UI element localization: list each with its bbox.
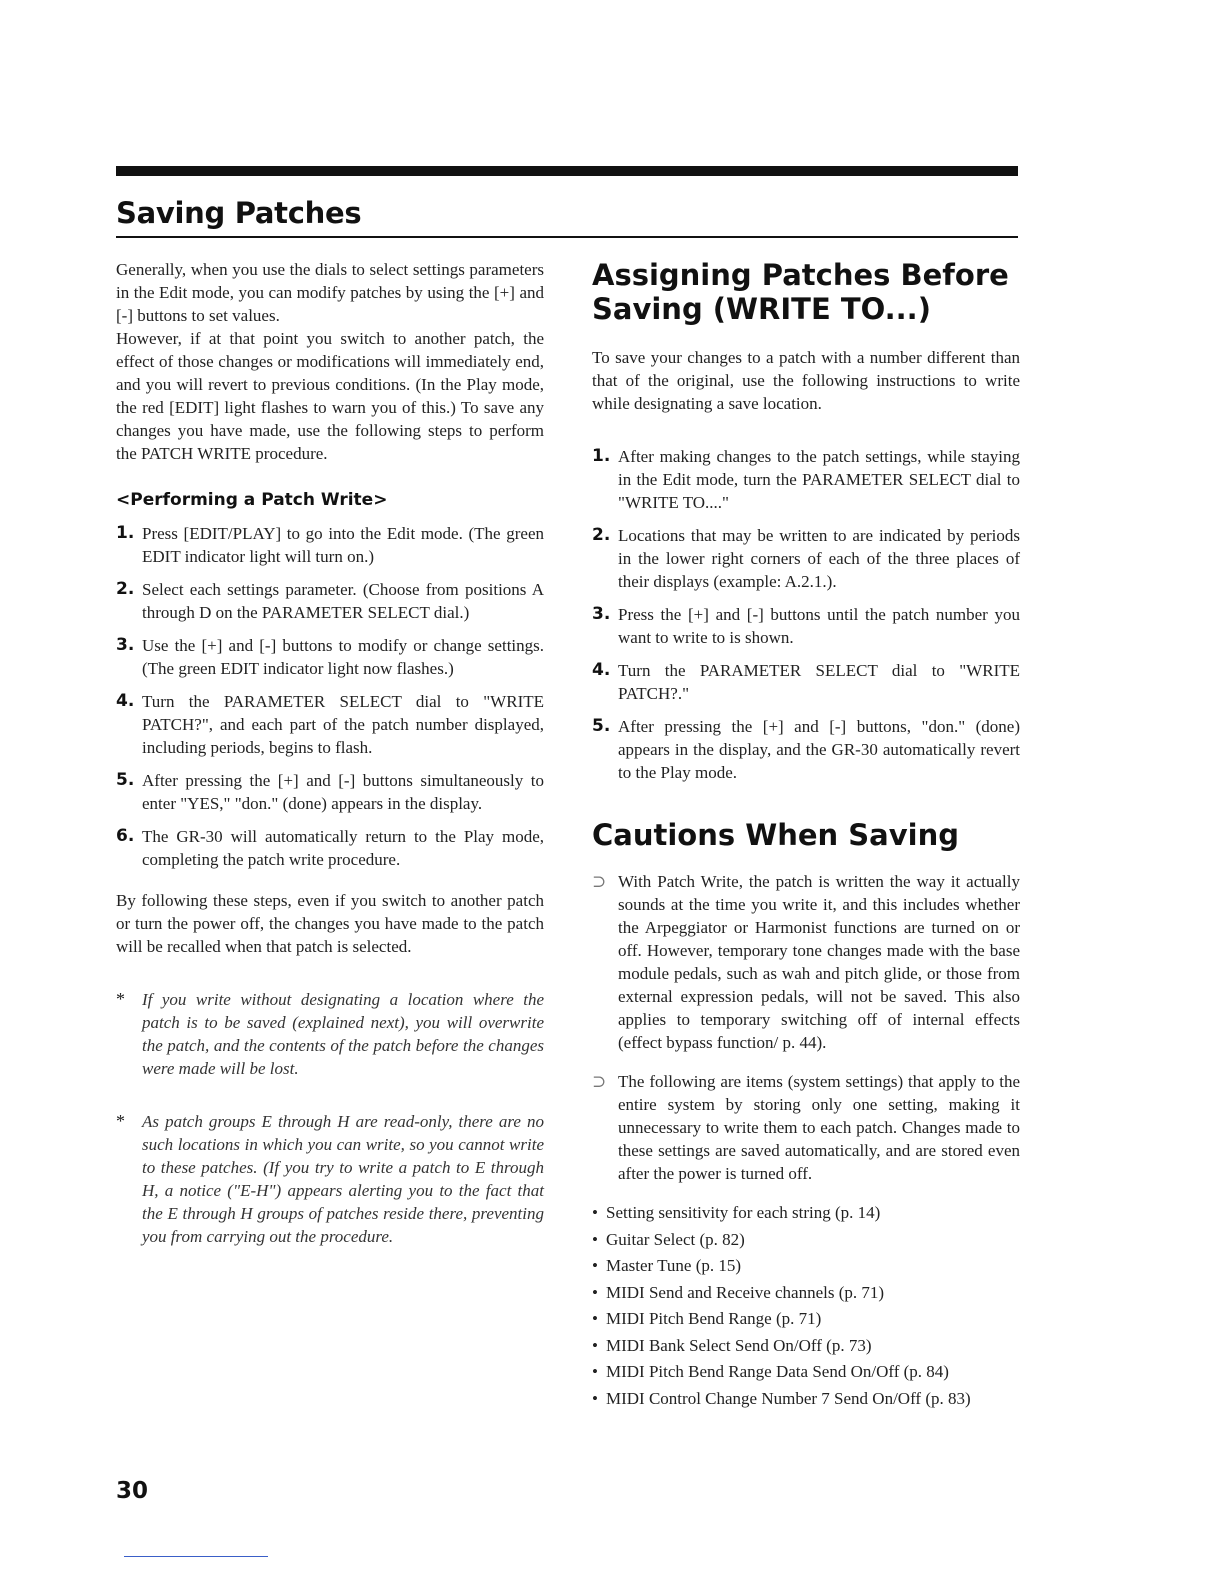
step-text: Press the [+] and [-] buttons until the patch number you want to write to is shown. [618, 605, 1020, 647]
step-item [592, 659, 1020, 705]
note-text: As patch groups E through H are read-only, there are no such locations in which you can write, so you cannot write to these patches. (If you try to write a patch to E through H, a notice ("E-H") appears alerting you to the fact that the E through H groups of patches reside there, preventing you from carrying out the procedure. [142, 1112, 544, 1246]
write-to-intro: To save your changes to a patch with a number different than that of the original, use the following instructions to write while designating a save location. [592, 348, 1020, 413]
step-number: 1. [116, 523, 135, 543]
bottom-footnote-rule [124, 1556, 268, 1557]
caution-item [592, 1070, 1020, 1185]
step-text: Use the [+] and [-] buttons to modify or change settings. (The green EDIT indicator light now flashes.) [142, 636, 544, 678]
step-item [592, 603, 1020, 649]
step-text: The GR-30 will automatically return to the Play mode, completing the patch write procedure. [142, 827, 544, 869]
top-heavy-rule [116, 166, 1018, 176]
title-underline [116, 236, 1018, 238]
assigning-patches-heading: Assigning Patches Before Saving (WRITE TO...) [592, 258, 1009, 326]
caution-bullet-icon: ⊃ [592, 1072, 607, 1091]
step-text: Turn the PARAMETER SELECT dial to "WRITE PATCH?." [618, 661, 1020, 703]
list-item: • MIDI Send and Receive channels (p. 71) [592, 1281, 1020, 1306]
step-text: Locations that may be written to are indicated by periods in the lower right corners of each of the three places of their displays (example: A.2.1.). [618, 526, 1020, 591]
list-item: • Master Tune (p. 15) [592, 1254, 1020, 1279]
caution-bullet-icon: ⊃ [592, 872, 607, 891]
step-text: After pressing the [+] and [-] buttons simultaneously to enter "YES," "don." (done) appears in the display. [142, 771, 544, 813]
step-number: 5. [116, 770, 135, 790]
step-text: Select each settings parameter. (Choose from positions A through D on the PARAMETER SELECT dial.) [142, 580, 544, 622]
step-item [116, 522, 544, 568]
step-item [116, 825, 544, 871]
after-steps-paragraph: By following these steps, even if you switch to another patch or turn the power off, the changes you have made to the patch will be recalled when that patch is selected. [116, 891, 544, 956]
right-column [592, 258, 1020, 1413]
step-item [116, 769, 544, 815]
system-settings-list [592, 1201, 1020, 1411]
step-number: 6. [116, 826, 135, 846]
step-number: 3. [116, 635, 135, 655]
list-item: • MIDI Control Change Number 7 Send On/Off (p. 83) [592, 1387, 1020, 1412]
step-number: 2. [116, 579, 135, 599]
asterisk-icon: * [116, 1111, 125, 1131]
list-item: • MIDI Pitch Bend Range (p. 71) [592, 1307, 1020, 1332]
caution-item [592, 870, 1020, 1054]
step-item [592, 715, 1020, 784]
step-item [116, 578, 544, 624]
write-to-steps [592, 445, 1020, 784]
note-overwrite [116, 988, 544, 1080]
performing-patch-write-subheading: <Performing a Patch Write> [116, 490, 388, 510]
intro-paragraph-2: However, if at that point you switch to another patch, the effect of those changes or modifications will immediately end, and you will revert to previous conditions. (In the Play mode, the red [EDIT] light flashes to warn you of this.) To save any changes you have made, use the following steps to perform the PATCH WRITE procedure. [116, 329, 544, 463]
step-text: After pressing the [+] and [-] buttons, "don." (done) appears in the display, and the GR-30 automatically revert to the Play mode. [618, 717, 1020, 782]
asterisk-icon: * [116, 989, 125, 1009]
cautions-list [592, 870, 1020, 1185]
caution-text: With Patch Write, the patch is written the way it actually sounds at the time you write it, and this includes whether the Arpeggiator or Harmonist functions are turned on or off. However, temporary tone changes made with the base module pedals, such as wah and pitch glide, or those from external expression pedals, will not be saved. This also applies to temporary switching off of internal effects (effect bypass function/ p. 44). [618, 872, 1020, 1052]
note-read-only-groups [116, 1110, 544, 1248]
step-text: Turn the PARAMETER SELECT dial to "WRITE PATCH?", and each part of the patch number displayed, including periods, begins to flash. [142, 692, 544, 757]
step-item [116, 690, 544, 759]
caution-text: The following are items (system settings) that apply to the entire system by storing only one setting, making it unnecessary to write them to each patch. Changes made to these settings are saved automatically, and are stored even after the power is turned off. [618, 1072, 1020, 1183]
step-text: Press [EDIT/PLAY] to go into the Edit mode. (The green EDIT indicator light will turn on.) [142, 524, 544, 566]
step-item [116, 634, 544, 680]
list-item: • Setting sensitivity for each string (p. 14) [592, 1201, 1020, 1226]
step-item [592, 524, 1020, 593]
note-text: If you write without designating a location where the patch is to be saved (explained next), you will overwrite the patch, and the contents of the patch before the changes were made will be lost. [142, 990, 544, 1078]
list-item: • MIDI Bank Select Send On/Off (p. 73) [592, 1334, 1020, 1359]
step-number: 5. [592, 716, 611, 736]
step-number: 4. [592, 660, 611, 680]
patch-write-steps [116, 522, 544, 871]
step-text: After making changes to the patch settings, while staying in the Edit mode, turn the PARAMETER SELECT dial to "WRITE TO...." [618, 447, 1020, 512]
page-number: 30 [116, 1478, 149, 1504]
step-number: 2. [592, 525, 611, 545]
step-item [592, 445, 1020, 514]
page-title: Saving Patches [116, 196, 362, 230]
list-item: • Guitar Select (p. 82) [592, 1228, 1020, 1253]
step-number: 1. [592, 446, 611, 466]
step-number: 4. [116, 691, 135, 711]
left-column [116, 258, 544, 1248]
intro-paragraph-1: Generally, when you use the dials to select settings parameters in the Edit mode, you can modify patches by using the [+] and [-] buttons to set values. [116, 260, 544, 325]
cautions-heading: Cautions When Saving [592, 818, 959, 852]
list-item: • MIDI Pitch Bend Range Data Send On/Off (p. 84) [592, 1360, 1020, 1385]
step-number: 3. [592, 604, 611, 624]
